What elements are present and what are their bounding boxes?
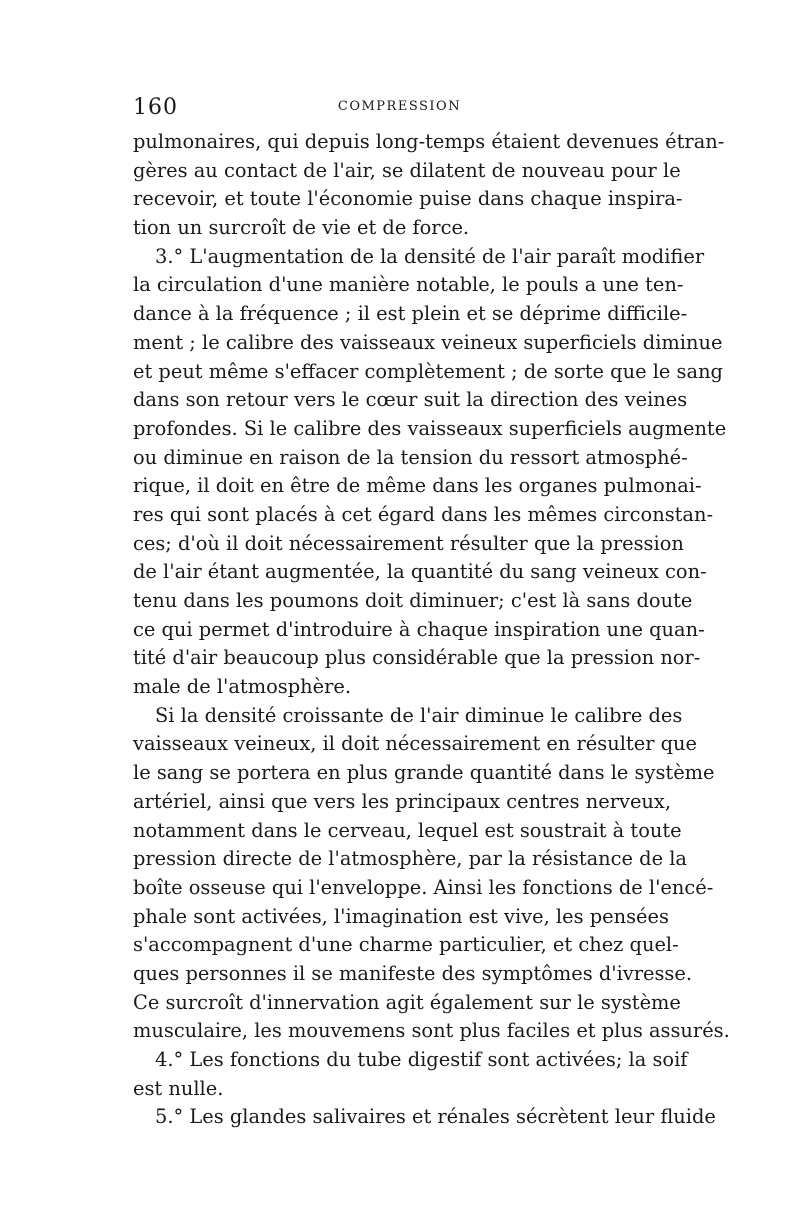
text-line: et peut même s'effacer complètement ; de sorte que le sang — [133, 359, 723, 383]
text-line: musculaire, les mouvemens sont plus faciles et plus assurés. — [133, 1019, 730, 1043]
text-line: profondes. Si le calibre des vaisseaux superficiels augmente — [133, 416, 727, 440]
text-line: pulmonaires, qui depuis long-temps étaient devenues étran- — [133, 130, 725, 153]
text-line: est nulle. — [133, 1076, 224, 1100]
text-line: ques personnes il se manifeste des symptômes d'ivresse. — [133, 961, 693, 985]
text-line: Si la densité croissante de l'air diminue le calibre des — [155, 703, 683, 727]
text-line: ou diminue en raison de la tension du ressort atmosphé- — [133, 445, 688, 469]
text-line: Ce surcroît d'innervation agit également sur le système — [133, 990, 681, 1014]
text-line: notamment dans le cerveau, lequel est soustrait à toute — [133, 818, 682, 842]
text-line: res qui sont placés à cet égard dans les mêmes circonstan- — [133, 502, 714, 526]
text-line: vaisseaux veineux, il doit nécessairement en résulter que — [133, 732, 698, 756]
text-line: 5.° Les glandes salivaires et rénales sécrètent leur fluide — [155, 1105, 716, 1129]
text-line: le sang se portera en plus grande quantité dans le système — [133, 761, 715, 785]
text-line: 4.° Les fonctions du tube digestif sont activées; la soif — [155, 1048, 688, 1071]
text-line: rique, il doit en être de même dans les organes pulmonai- — [133, 474, 702, 498]
text-line: ces; d'où il doit nécessairement résulter que la pression — [133, 531, 684, 555]
text-line: dance à la fréquence ; il est plein et se déprime difficile- — [133, 302, 688, 326]
text-line: de l'air étant augmentée, la quantité du sang veineux con- — [133, 560, 707, 584]
text-line: boîte osseuse qui l'enveloppe. Ainsi les fonctions de l'encé- — [133, 875, 714, 899]
text-line: tité d'air beaucoup plus considérable que la pression nor- — [133, 646, 701, 670]
page-number: 160 — [133, 95, 178, 120]
running-head: COMPRESSION — [337, 99, 462, 114]
text-line: artériel, ainsi que vers les principaux centres nerveux, — [133, 789, 672, 813]
text-line: 3.° L'augmentation de la densité de l'air paraît modifier — [155, 244, 705, 268]
page-header — [133, 95, 666, 125]
text-line: gères au contact de l'air, se dilatent de nouveau pour le — [133, 158, 681, 182]
text-line: ment ; le calibre des vaisseaux veineux superficiels diminue — [133, 330, 723, 354]
text-line: la circulation d'une manière notable, le pouls a une ten- — [133, 273, 684, 297]
text-line: recevoir, et toute l'économie puise dans chaque inspira- — [133, 187, 683, 211]
text-line: male de l'atmosphère. — [133, 675, 352, 699]
body-text — [133, 128, 730, 1132]
text-line: dans son retour vers le cœur suit la direction des veines — [133, 388, 688, 412]
text-line: s'accompagnent d'une charme particulier, et chez quel- — [133, 933, 679, 957]
text-line: tenu dans les poumons doit diminuer; c'est là sans doute — [133, 589, 693, 612]
text-line: pression directe de l'atmosphère, par la résistance de la — [133, 847, 687, 871]
text-line: ce qui permet d'introduire à chaque inspiration une quan- — [133, 617, 705, 641]
text-line: phale sont activées, l'imagination est vive, les pensées — [133, 904, 669, 928]
text-line: tion un surcroît de vie et de force. — [133, 216, 470, 240]
